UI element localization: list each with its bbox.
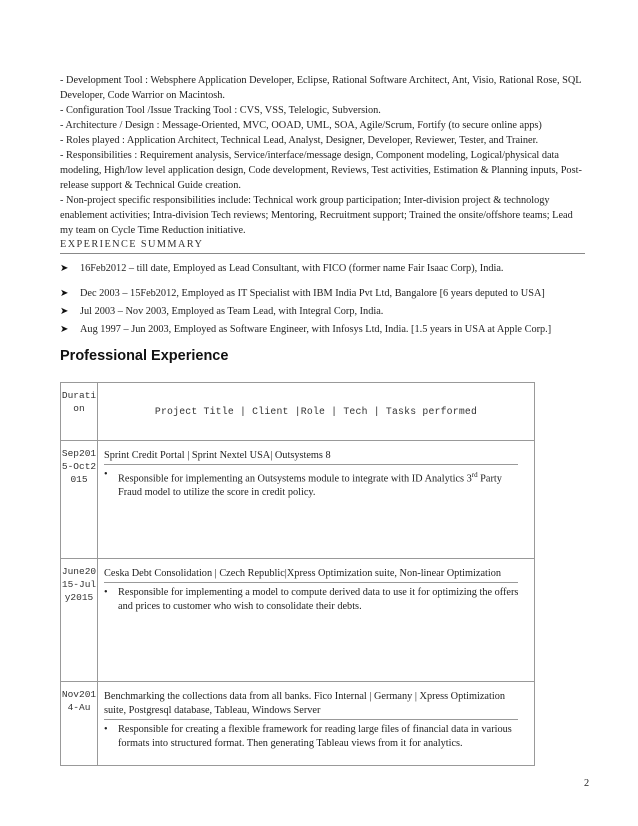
duration-text: Sep2015-Oct2015 [61, 448, 97, 485]
table-row [61, 559, 535, 682]
experience-summary-heading: EXPERIENCE SUMMARY [60, 239, 204, 250]
page-number: 2 [584, 778, 590, 789]
task-item [104, 586, 526, 614]
experience-item [60, 323, 590, 337]
summary-line: - Architecture / Design : Message-Oriented, MVC, OOAD, UML, SOA, Agile/Scrum, Fortify (to secure online apps) [60, 120, 542, 131]
duration-cell [61, 682, 98, 766]
summary-line: - Roles played : Application Architect, Technical Lead, Analyst, Designer, Developer, Reviewer, Tester, and Trainer. [60, 135, 539, 146]
task-text: Responsible for implementing a model to compute derived data to use it for optimizing the offers and prices to customer who wish to consolidate their debts. [118, 587, 519, 612]
task-text-tail: Party Fraud model to utilize the score in credit policy. [118, 473, 502, 499]
professional-experience-title: Professional Experience [60, 348, 229, 364]
table-row [61, 682, 535, 766]
experience-item-text: Jul 2003 – Nov 2003, Employed as Team Lead, with Integral Corp, India. [80, 306, 384, 317]
task-item [104, 468, 526, 500]
task-text: Responsible for creating a flexible framework for reading large files of financial data in various formats into structured format. Then generating Tableau views from it for analytics. [118, 724, 512, 749]
duration-text: Nov2014-Au [61, 689, 97, 713]
duration-header-text: Duration [61, 390, 97, 414]
section-divider [60, 253, 585, 254]
summary-line: - Development Tool : Websphere Application Developer, Eclipse, Rational Software Architect, Ant, Visio, Rational Rose, SQL Developer, Code Warrior on Macintosh. [60, 75, 582, 101]
summary-line: - Responsibilities : Requirement analysis, Service/interface/message design, Component modeling, Logical/physical data modeling, High/low level application design, Code development, Reviews, Test activities, Estimation & Planning inputs, Post-release support & Technical Guide creation. [60, 150, 582, 191]
task-superscript: rd [471, 471, 478, 479]
experience-item [60, 262, 590, 276]
duration-cell [61, 441, 98, 559]
right-arrow-bullet-icon: ➤ [60, 263, 69, 274]
right-arrow-bullet-icon: ➤ [60, 306, 69, 317]
project-title: Sprint Credit Portal | Sprint Nextel USA| Outsystems 8 [104, 449, 518, 465]
project-title: Benchmarking the collections data from all banks. Fico Internal | Germany | Xpress Optimization suite, Postgresql database, Tableau, Windows Server [104, 690, 518, 720]
details-header: Project Title | Client |Role | Tech | Tasks performed [98, 383, 535, 441]
task-text-main: Responsible for implementing an Outsystems module to integrate with ID Analytics 3 [118, 473, 472, 485]
project-cell [98, 559, 535, 682]
dot-bullet-icon: • [104, 724, 108, 735]
task-text [118, 468, 526, 500]
duration-text: June2015-July2015 [61, 566, 97, 603]
summary-line: - Non-project specific responsibilities include: Technical work group participation; Inter-division project & technology enablement activities; Intra-division Tech reviews; Mentoring, Recruitment support; Trained the onsite/offshore teams; Lead my team on Cycle Time Reduction initiative. [60, 195, 573, 236]
experience-item-text: Aug 1997 – Jun 2003, Employed as Software Engineer, with Infosys Ltd, India. [1.5 years in USA at Apple Corp.] [80, 324, 552, 335]
right-arrow-bullet-icon: ➤ [60, 324, 69, 335]
experience-item [60, 305, 590, 319]
right-arrow-bullet-icon: ➤ [60, 288, 69, 299]
dot-bullet-icon: • [104, 469, 108, 480]
duration-header [61, 383, 98, 441]
experience-item-text: Dec 2003 – 15Feb2012, Employed as IT Specialist with IBM India Pvt Ltd, Bangalore [6 years deputed to USA] [80, 288, 545, 299]
project-title: Ceska Debt Consolidation | Czech Republic|Xpress Optimization suite, Non-linear Optimization [104, 567, 518, 583]
summary-line: - Configuration Tool /Issue Tracking Tool : CVS, VSS, Telelogic, Subversion. [60, 105, 381, 116]
dot-bullet-icon: • [104, 587, 108, 598]
table-row [61, 441, 535, 559]
experience-item-text: 16Feb2012 – till date, Employed as Lead Consultant, with FICO (former name Fair Isaac Corp), India. [80, 263, 504, 274]
experience-table [60, 382, 535, 766]
project-cell [98, 441, 535, 559]
task-item [104, 723, 526, 751]
table-header-row [61, 383, 535, 441]
skills-summary [60, 73, 585, 238]
experience-item [60, 287, 590, 301]
duration-cell [61, 559, 98, 682]
project-cell [98, 682, 535, 766]
